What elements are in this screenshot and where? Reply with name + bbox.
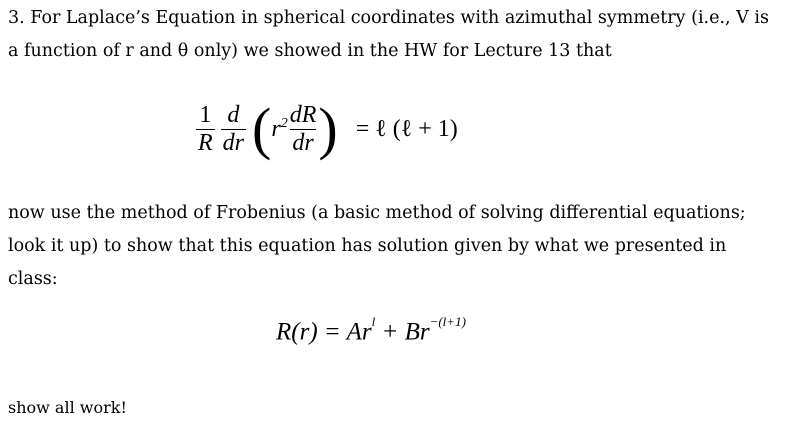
fraction-dR-over-dr: $\frac{dR}{dr}$: [289, 101, 317, 156]
equation-rhs: = ℓ (ℓ + 1): [355, 115, 458, 142]
problem-line-4: look it up) to show that this equation has solution given by what we presented in: [8, 236, 727, 256]
fraction-1-over-R: $\frac{1}{R}$: [198, 101, 213, 156]
footer-instruction: show all work!: [8, 398, 127, 417]
problem-line-1: 3. For Laplace’s Equation in spherical coordinates with azimuthal symmetry (i.e., V is: [8, 8, 769, 28]
problem-line-5: class:: [8, 269, 58, 289]
right-paren: ): [318, 96, 338, 161]
left-paren: (: [252, 96, 272, 161]
fraction-d-over-dr: $\frac{d}{dr}$: [222, 101, 245, 156]
problem-line-2: a function of r and θ only) we showed in the HW for Lecture 13 that: [8, 41, 612, 61]
problem-line-3: now use the method of Frobenius (a basic method of solving differential equations;: [8, 203, 746, 223]
equation-solution: $R(r) = Ar^l + Br^{-(l+1)}$: [276, 314, 466, 346]
r-squared: $r^2$: [271, 115, 288, 142]
equation-laplace-radial: [196, 96, 458, 161]
